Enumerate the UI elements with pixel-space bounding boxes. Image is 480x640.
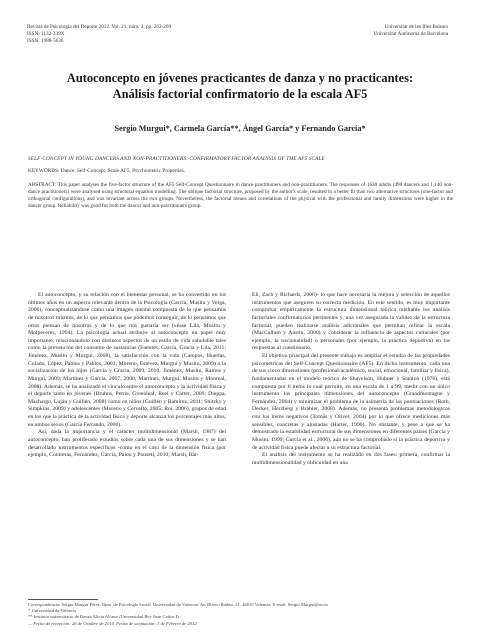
reception-dates: — Fecha de recepción: 26 de Octubre de 2010. Fecha de aceptación: 3 de Febrero de 2012. xyxy=(28,620,198,626)
journal-citation: Revista de Psicología del Deporte 2012. Vol. 21, núm. 2, pp. 263-269 xyxy=(27,24,172,30)
university-header xyxy=(248,24,448,38)
affiliation-note-2: ** Instituto universitario de Danza Alicia Alonso (Universidad Rey Juan Carlos I) xyxy=(28,614,179,620)
issn: ISSN: 1132-239X xyxy=(27,31,65,38)
author-list: Sergio Murgui*, Carmela García**, Ángel García* y Fernando García* xyxy=(114,124,366,133)
university-2: Universitat Autònoma de Barcelona xyxy=(373,31,448,38)
body-column-left xyxy=(28,292,226,460)
university-1: Universitat de les Illes Balears xyxy=(384,24,448,30)
abstract xyxy=(28,182,453,210)
affiliation-note-1: * Universidad de Valencia xyxy=(28,608,77,614)
abstract-text: This paper analyses the five-factor structure of the AF5 Self-Concept Questionnaire in dance practitioners and non-practitioners. The responses of 1630 adults (490 dancers and 1,140 non-dance practitioners) were analysed using structural equation modelling. The oblique factorial structure, proposed by the author's scale, resulted in a better fit than two alternative structures (one-factor and orthogonal configurations), and was invariant across the two groups. Nevertheless, the factorial means and correlations of the physical with the professional and family dimensions were higher in the dancer group. Reliability was good for both the dancer and non-practitioners group. xyxy=(28,182,453,209)
paragraph: El objetivo principal del presente trabajo es ampliar el estudio de las propiedades psicométricas del Self-Concept Questionnaire (AF5). En dicho instrumento, cada una de sus cinco dimensiones (profesional/académico, social, emocional, familiar y física), fundamentadas en el modelo teórico de Shavelson, Hubner y Stanton (1976), está compuesta por 6 ítems lo cual permite, en una escala de 1 a 99, medir con un único instrumento las principales dimensiones del autoconcepto (Grandmontagne y Fernández, 2004) y minimizar el problema de la asimetría de las puntuaciones (Roth, Decker, Herzberg y Brähler, 2008). Además, no presenta problemas metodológicos con los ítems negativos (Tomás y Oliver, 2004) por lo que ofrece mediciones más sensibles, concretas y ajustadas (Harter, 1990). No obstante, y pese a que se ha demostrado la estabilidad estructural de sus dimensiones en diferentes países (García y Musitu, 1999; García et al., 2006), aún no se ha comprobado si la práctica deportiva y de actividad física puede afectar a su estructura factorial. xyxy=(252,353,450,451)
paragraph: El análisis del instrumento se ha realizado en dos fases: primera, confirmar la multidimensionalidad y oblicuidad en una xyxy=(252,452,450,466)
keywords: KEYWORDS: Dance, Self-Concept, Scale AF5, Psychometric Properties. xyxy=(28,168,186,174)
eissn: ISSN: 1988-5636 xyxy=(27,38,64,45)
paragraph: Así, dada la importancia y el carácter multidimensional (Marsh, 1987) del autoconcepto, han proliferado estudios sobre cada una de sus dimensiones y se han desarrollado instrumentos específicos -como en el caso de la dimensión física (por ejemplo, Contreras, Fernández, García, Palou y Ponseti, 2010; Marsh, Bar- xyxy=(28,429,226,459)
footnote-divider xyxy=(28,599,98,600)
title-line-1: Autoconcepto en jóvenes practicantes de danza y no practicantes: xyxy=(66,71,414,85)
abstract-label: ABSTRACT: xyxy=(28,182,57,188)
article-title xyxy=(30,71,450,102)
english-title: SELF-CONCEPT IN YOUNG DANCERS AND NON-PRACTITIONERS: CONFIRMATORY FACTOR ANALYSIS OF THE AF5 SCALE xyxy=(28,156,325,162)
footnotes xyxy=(28,602,453,627)
paragraph: Eli, Zach y Richards, 2006)- lo que hace necesaria la mejora y selección de aquellos instrumentos que aseguren su correcta medición. En este sentido, es muy importante comprobar empíricamente la estructura dimensional teórica mediante los análisis factoriales confirmatorios pertinentes y, una vez asegurada la validez de la estructura factorial, pueden realizarse análisis adicionales que permitan refinar la escala (MacCallum y Austin, 2000) y considerar la influencia de aspectos culturales (por ejemplo, la nacionalidad) o personales (por ejemplo, la práctica deportiva) en las respuestas al cuestionario. xyxy=(252,292,450,352)
title-line-2: Análisis factorial confirmatorio de la escala AF5 xyxy=(112,86,368,101)
correspondence-note: Correspondencia: Sergio Murgui Pérez. Dpto. de Psicología Social. Universidad de Valencia. Av. Blasco Ibáñez, 21. 46010 Valencia. E-mail: Sergio.Murgui@uv.es xyxy=(28,602,329,607)
paragraph: El autoconcepto, y su relación con el bienestar personal, se ha convertido en los últimos años en un aspecto relevante dentro de la Psicología (García, Musitu y Veiga, 2006), conceptualizándose como una imagen mental compuesta de lo que pensamos de nosotros mismos, de lo que pensamos que podemos conseguir, de lo pensamos que otros piensan de nosotros y de lo que nos gustaría ser (véase Lila, Musitu y Molpeceres, 1994). La psicología actual atribuye al autoconcepto un papel muy importante, relacionándolo con distintos aspectos de un estilo de vida saludable tales como la prevención del consumo de sustancias (Fuentes, García, Gracia y Lila, 2011; Jiménez, Musitu y Murgui, 2008), la satisfacción con la vida (Campos, Huertas, Colado, López, Pablos y Pablos, 2003; Moreno, Estévez, Murgui y Musitu, 2009) o la socialización de los hijos (García y Gracia, 2009, 2010; Jiménez, Musitu, Ramos y Murgui, 2009; Martínez y García, 2007, 2008; Martínez, Murgui, Musitu y Monreal, 2008). Además, se ha analizado el vínculo entre el autoconcepto y la actividad física y el deporte tanto en jóvenes (Bruhns, Petrie, Greenleaf, Reel y Carter, 2009; Dieppa, Machargo, Luján y Guillén, 2008) como en niños (Guillén y Ramírez, 2011; Shitzky y Simpkins, 2009) y adolescentes (Moreno y Cervelló, 2005; Roi, 2006), grupos de edad en los que la práctica de la actividad física y deporte alcanza los porcentajes más altos, en ambos sexos (García Ferrando, 2006). xyxy=(28,292,226,428)
body-column-right xyxy=(252,292,450,467)
